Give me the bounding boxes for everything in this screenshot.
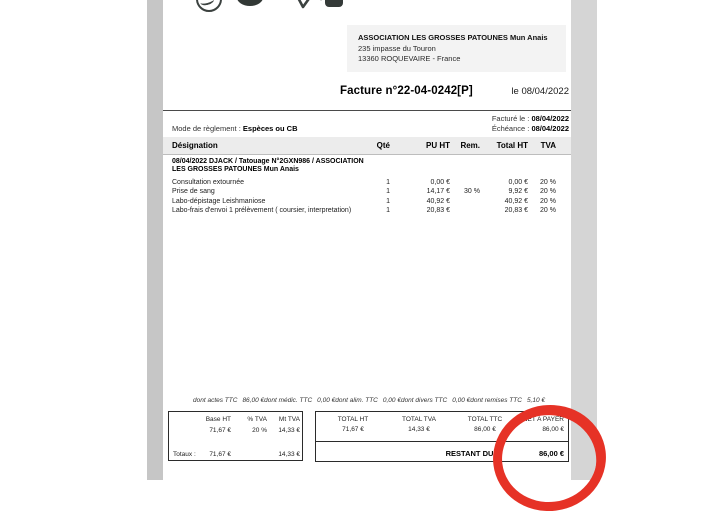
cell-designation: Labo-dépistage Leishmaniose <box>172 197 266 205</box>
tva-totals-left <box>169 451 231 458</box>
cell-total: 0,00 € <box>508 179 528 186</box>
breakdown-alim: dont alim. TTC 0,00 € <box>335 397 401 404</box>
table-header-row <box>163 137 571 155</box>
cell-tva: 20 % <box>540 179 556 186</box>
invoice-title: Facture n°22-04-0242[P] <box>340 85 473 97</box>
cell-qty: 1 <box>386 206 390 214</box>
cell-qty: 1 <box>386 197 390 205</box>
recipient-address-block <box>347 25 566 72</box>
tva-values <box>169 423 302 434</box>
tva-h-mt: Mt TVA <box>278 416 300 423</box>
payment-mode-label: Mode de règlement : <box>172 124 241 133</box>
tva-v-rate: 20 % <box>252 427 267 434</box>
cell-tva: 20 % <box>540 206 556 214</box>
title-row <box>163 85 571 101</box>
cell-qty: 1 <box>386 188 390 196</box>
tva-v-base: 71,67 € <box>209 427 231 434</box>
check-icon <box>293 0 323 10</box>
cell-designation: Consultation extournée <box>172 179 244 186</box>
cell-total: 9,92 € <box>508 188 528 196</box>
cell-rem <box>450 178 480 187</box>
breakdown-actes: dont actes TTC 86,00 € <box>193 397 265 404</box>
col-tva: TVA <box>540 141 556 150</box>
col-designation: Désignation <box>172 141 218 150</box>
cell-pu: 0,00 € <box>430 179 450 186</box>
tva-totals-label: Totaux : <box>173 451 196 458</box>
recipient-address-line2: 13360 ROQUEVAIRE - France <box>358 54 461 63</box>
cell-pu: 14,17 € <box>426 188 450 196</box>
col-pu: PU HT <box>426 141 450 150</box>
ttc-breakdown-line <box>193 397 546 404</box>
col-qty: Qté <box>376 141 390 150</box>
tva-h-base: Base HT <box>205 416 231 423</box>
dark-square-icon <box>325 0 343 7</box>
table-row <box>163 206 571 215</box>
breakdown-remises: dont remises TTC 5,10 € <box>470 397 546 404</box>
amount-due-label: RESTANT DU : <box>445 449 498 458</box>
breakdown-divers: dont divers TTC 0,00 € <box>400 397 471 404</box>
payment-mode-line <box>172 124 298 133</box>
tva-summary-box <box>168 411 303 461</box>
amount-due-value: 86,00 € <box>538 449 564 458</box>
col-rem: Rem. <box>460 141 480 150</box>
totals-h-ttc: TOTAL TTC <box>467 416 503 423</box>
cell-pu: 40,92 € <box>426 197 450 205</box>
totals-v-net: 86,00 € <box>542 426 564 433</box>
table-row <box>163 187 571 196</box>
globe-icon <box>196 0 222 12</box>
totals-v-tva: 14,33 € <box>408 426 430 433</box>
cell-tva: 20 % <box>540 197 556 205</box>
breakdown-medic: dont médic. TTC 0,00 € <box>264 397 336 404</box>
viewer-gutter-left <box>147 0 163 480</box>
tva-totals-mt: 14,33 € <box>278 451 300 458</box>
cell-total: 40,92 € <box>504 197 528 205</box>
tva-totals-base: 71,67 € <box>209 451 231 458</box>
table-row <box>163 197 571 206</box>
payment-mode-value: Espèces ou CB <box>242 124 298 133</box>
cell-rem <box>450 197 480 206</box>
table-body <box>163 158 571 215</box>
cell-designation: Prise de sang <box>172 188 215 196</box>
totals-v-ttc: 86,00 € <box>474 426 496 433</box>
billed-date-value: 08/04/2022 <box>531 114 569 123</box>
cell-qty: 1 <box>386 179 390 186</box>
tva-totals-spacer <box>231 451 267 458</box>
viewer-gutter-right <box>571 0 597 480</box>
item-group-header: 08/04/2022 DJACK / Tatouage N°2GXN986 / ASSOCIATION LES GROSSES PATOUNES Mun Anais <box>172 158 364 173</box>
due-date-label: Échéance : <box>491 124 530 133</box>
cell-pu: 20,83 € <box>426 206 450 214</box>
header-divider <box>163 110 571 111</box>
billed-date-label: Facturé le : <box>491 114 530 123</box>
table-row <box>163 178 571 187</box>
invoice-date: le 08/04/2022 <box>511 86 569 97</box>
totals-h-tva: TOTAL TVA <box>402 416 436 423</box>
totals-h-net: NET A PAYER <box>522 416 564 423</box>
tva-h-rate: % TVA <box>247 416 267 423</box>
cell-rem <box>450 206 480 215</box>
due-date-value: 08/04/2022 <box>531 124 569 133</box>
col-total: Total HT <box>496 141 528 150</box>
cell-tva: 20 % <box>540 188 556 196</box>
dark-ellipse-icon <box>237 0 263 6</box>
cell-rem: 30 % <box>464 188 480 196</box>
billed-date-line <box>492 114 569 123</box>
recipient-address-line1: 235 impasse du Touron <box>358 43 436 53</box>
totals-h-ht: TOTAL HT <box>337 416 369 423</box>
due-date-line <box>492 124 569 133</box>
tva-v-mt: 14,33 € <box>278 427 300 434</box>
recipient-name: ASSOCIATION LES GROSSES PATOUNES Mun Anais <box>358 33 548 42</box>
totals-v-ht: 71,67 € <box>342 426 364 433</box>
invoice-page <box>163 0 571 480</box>
tva-totals-row <box>169 451 302 458</box>
tva-headers <box>169 412 302 423</box>
cell-total: 20,83 € <box>504 206 528 214</box>
cell-designation: Labo-frais d'envoi 1 prélèvement ( coursier, interpretation) <box>172 206 352 214</box>
